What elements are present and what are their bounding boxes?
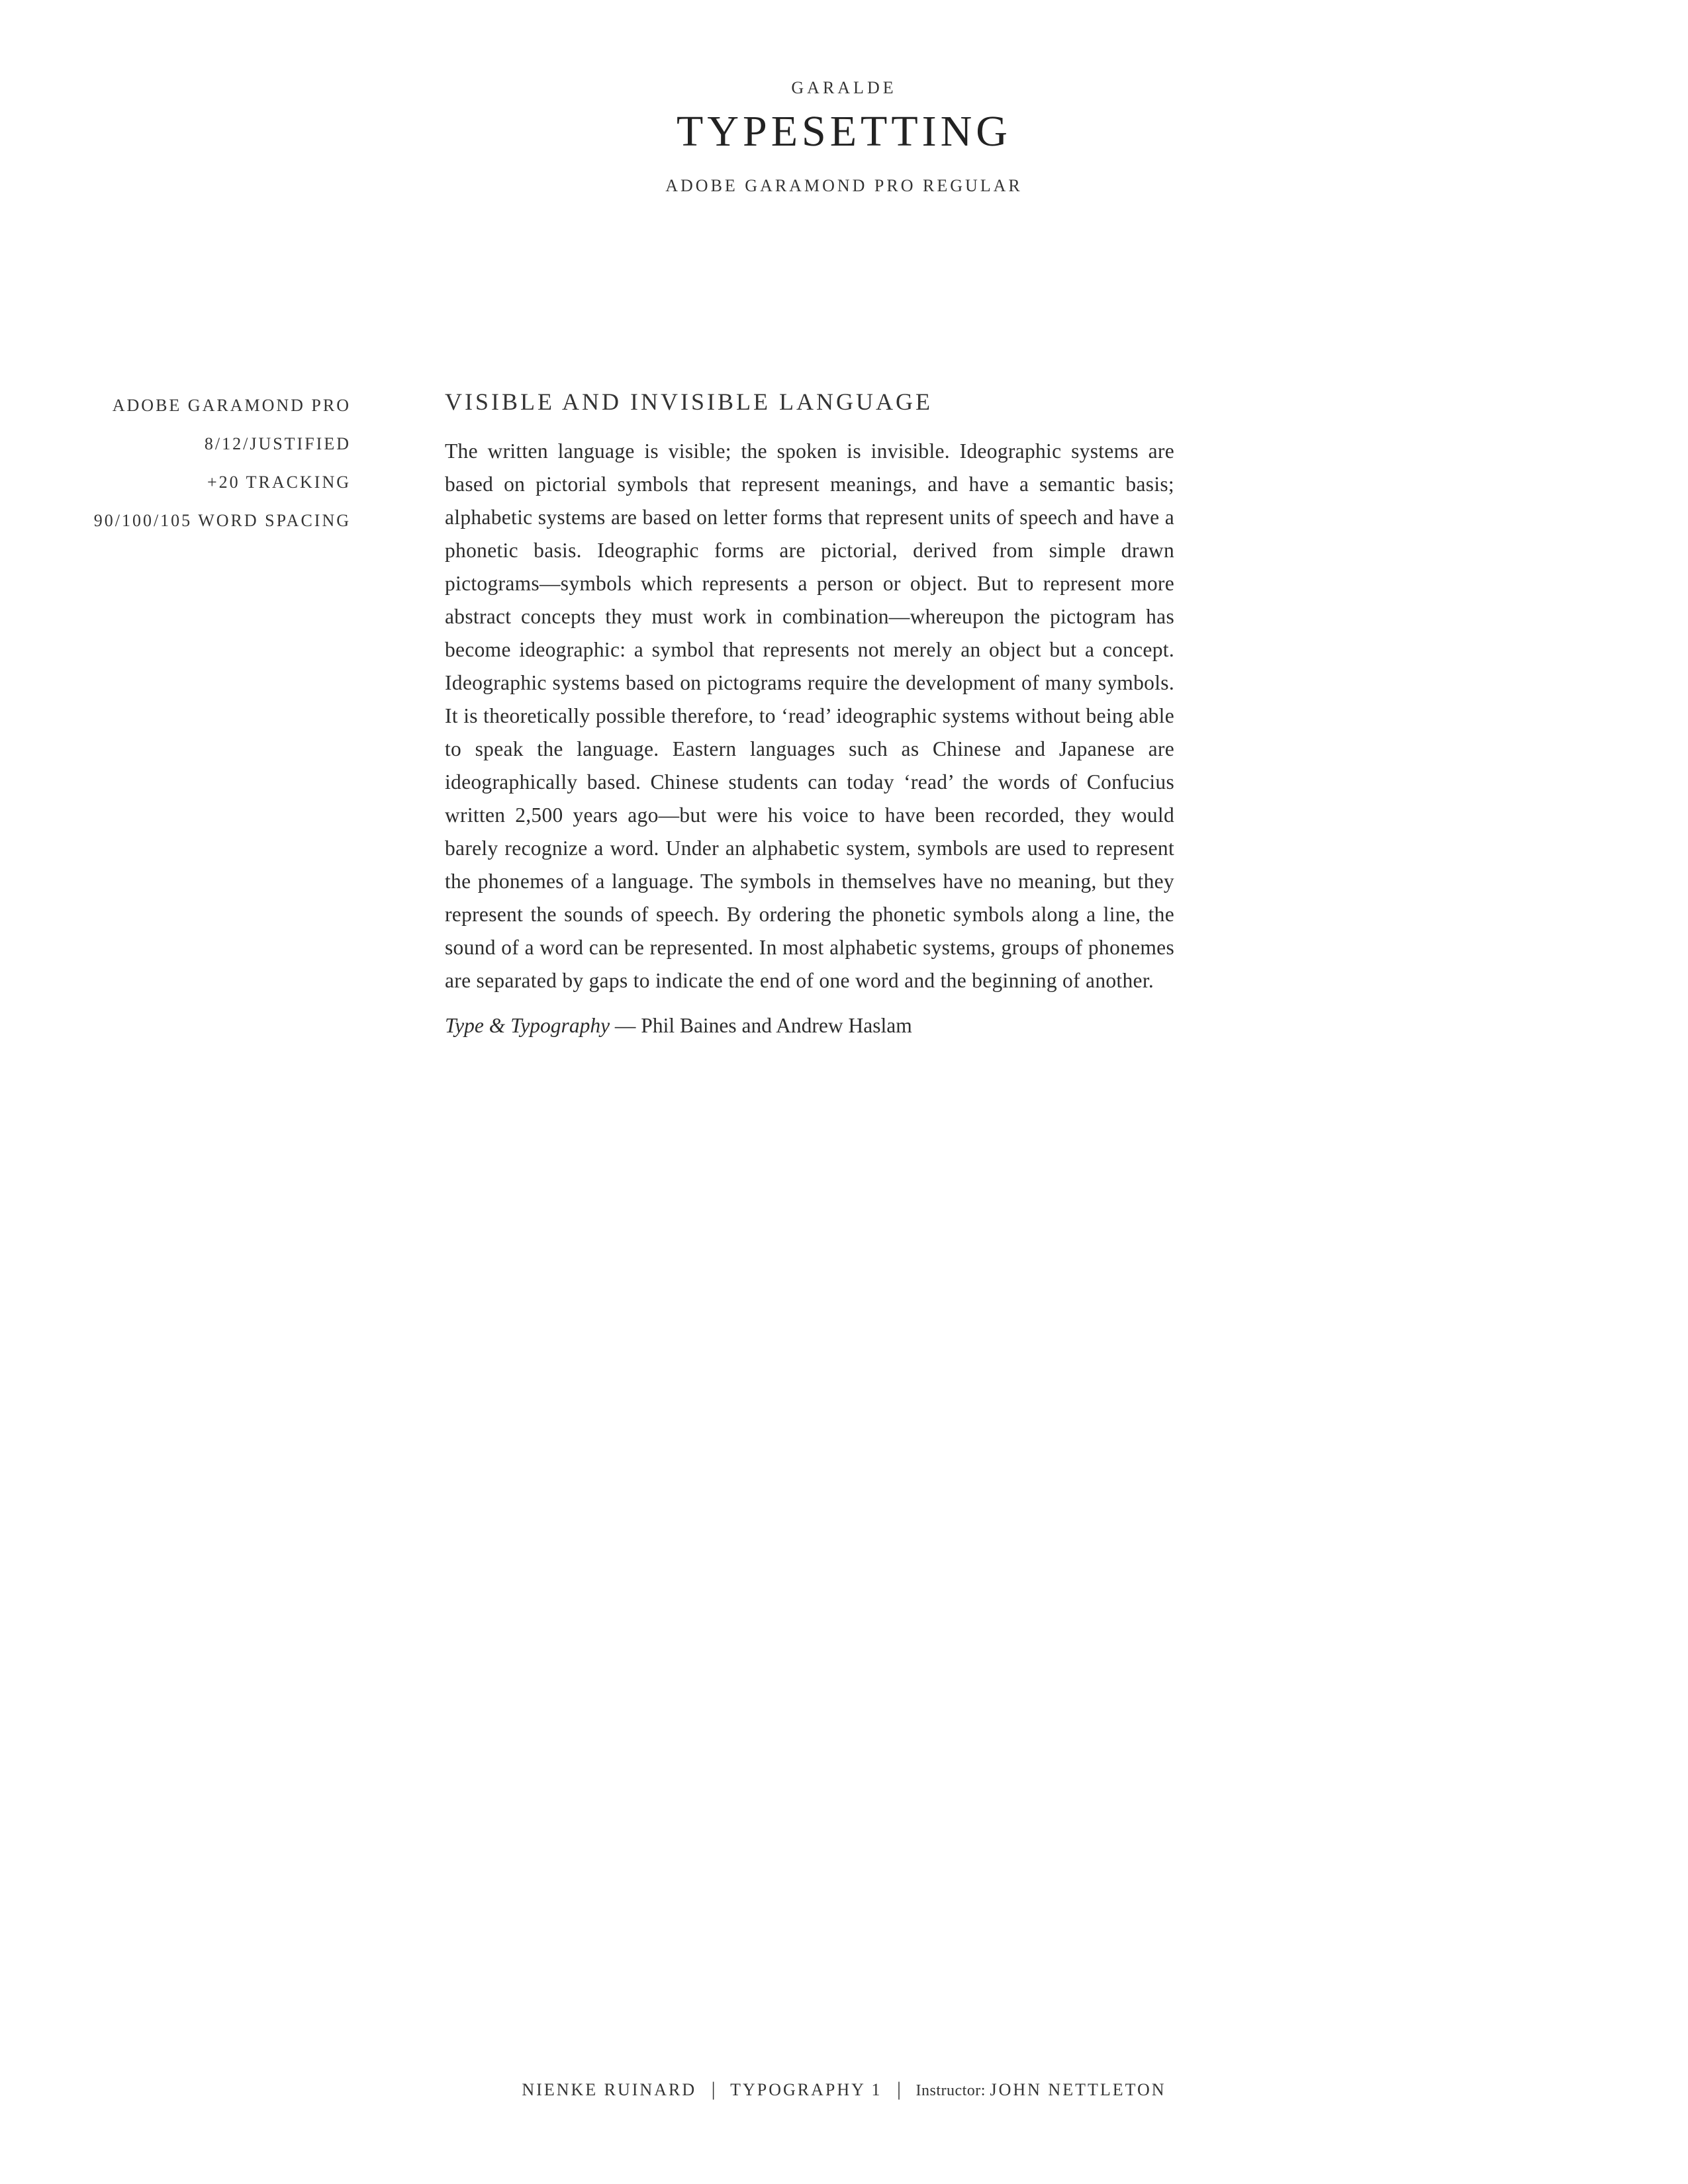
citation-authors: — Phil Baines and Andrew Haslam [610, 1014, 912, 1038]
category-label: GARALDE [791, 78, 897, 97]
citation-book-title: Type & Typography [445, 1014, 610, 1038]
footer-instructor-label: Instructor: [915, 2082, 986, 2099]
footer-course: TYPOGRAPHY 1 [730, 2080, 882, 2099]
spec-typeface: ADOBE GARAMOND PRO [112, 396, 351, 415]
section-heading: VISIBLE AND INVISIBLE LANGUAGE [445, 388, 933, 415]
typeface-subtitle: ADOBE GARAMOND PRO REGULAR [665, 176, 1023, 195]
footer-separator: | [711, 2078, 716, 2100]
footer-instructor-name: JOHN NETTLETON [990, 2080, 1166, 2099]
body-paragraph: The written language is visible; the spoken is invisible. Ideographic systems are based on pictorial symbols that represent meanings, and have a semantic basis; alphabetic systems are based on letter forms that represent units of speech and have a phonetic basis. Ideographic forms are pictorial, derived from simple drawn pictograms—symbols which represents a person or object. But to represent more abstract concepts they must work in combination—whereupon the pictogram has become ideographic: a symbol that represents not merely an object but a concept. Ideographic systems based on pictograms require the development of many symbols. It is theoretically possible therefore, to ‘read’ ideographic systems without being able to speak the language. Eastern languages such as Chinese and Japanese are ideographically based. Chinese students can today ‘read’ the words of Confucius written 2,500 years ago—but were his voice to have been recorded, they would barely recognize a word. Under an alphabetic system, symbols are used to represent the phonemes of a language. The symbols in themselves have no meaning, but they represent the sounds of speech. By ordering the phonetic symbols along a line, the sound of a word can be represented. In most alphabetic systems, groups of phonemes are separated by gaps to indicate the end of one word and the beginning of another. [445, 439, 1174, 993]
spec-size-leading: 8/12/JUSTIFIED [204, 434, 351, 453]
spec-tracking: +20 TRACKING [207, 473, 351, 492]
page-footer [0, 2078, 1688, 2101]
footer-separator: | [896, 2078, 901, 2100]
citation [445, 1009, 1174, 1042]
spec-word-spacing: 90/100/105 WORD SPACING [93, 511, 351, 530]
page-title: TYPESETTING [677, 107, 1011, 156]
footer-author: NIENKE RUINARD [522, 2080, 697, 2099]
typesetting-specs [66, 387, 351, 540]
page-header [0, 78, 1688, 196]
article [445, 388, 1174, 1042]
